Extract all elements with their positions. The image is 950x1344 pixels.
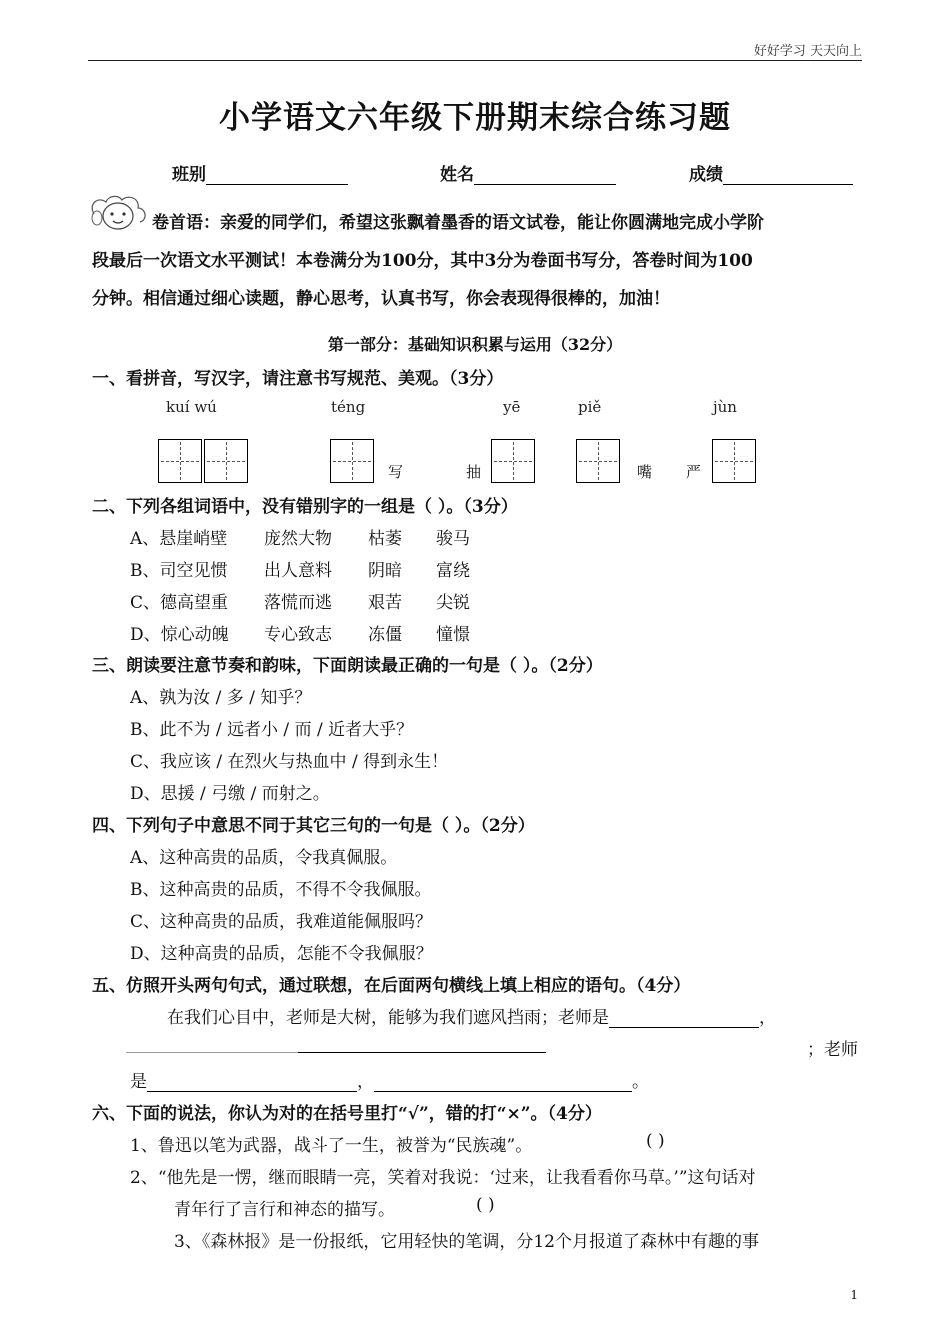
writing-box-1[interactable] [158, 439, 202, 483]
q3-option-d[interactable]: D、思援 / 弓缴 / 而射之。 [130, 784, 330, 804]
q2-option-c[interactable]: C、德高望重 落慌而逃 艰苦 尖锐 [130, 593, 470, 613]
intro-line-2: 段最后一次语文水平测试！本卷满分为100分，其中3分为卷面书写分，答卷时间为100 [92, 251, 753, 271]
q4-option-d[interactable]: D、这种高贵的品质，怎能不令我佩服？ [130, 944, 433, 964]
char-zui: 嘴 [637, 463, 653, 481]
q2-option-d[interactable]: D、惊心动魄 专心致志 冻僵 憧憬 [130, 625, 470, 645]
q3-option-c[interactable]: C、我应该 / 在烈火与热血中 / 得到永生！ [130, 752, 449, 772]
q3-option-b[interactable]: B、此不为 / 远者小 / 而 / 近者大乎？ [130, 720, 414, 740]
writing-box-4[interactable] [491, 439, 535, 483]
part-one-heading: 第一部分：基础知识积累与运用（32分） [327, 335, 623, 354]
pinyin-ye: yē [503, 398, 521, 416]
char-xie: 写 [388, 463, 404, 481]
q6-item-1-answer[interactable]: ( ) [646, 1131, 665, 1151]
q5-line-2-tail: ；老师 [807, 1040, 858, 1060]
question-6-title: 六、下面的说法，你认为对的在括号里打“√”，错的打“×”。（4分） [92, 1104, 602, 1124]
q6-item-2-cont: 青年行了言行和神态的描写。 [174, 1200, 395, 1220]
name-blank[interactable] [474, 166, 616, 185]
cartoon-girl-icon [88, 194, 150, 234]
name-label: 姓名 [440, 165, 474, 185]
intro-line-3: 分钟。相信通过细心读题，静心思考，认真书写，你会表现得很棒的，加油！ [92, 289, 670, 309]
q3-option-a[interactable]: A、孰为汝 / 多 / 知乎？ [130, 688, 312, 708]
name-field[interactable] [440, 160, 616, 185]
question-2-title: 二、下列各组词语中，没有错别字的一组是（ ）。（3分） [92, 497, 518, 517]
q5-blank-1[interactable] [609, 1009, 759, 1028]
q5-blank-2b[interactable] [298, 1052, 546, 1053]
class-field[interactable] [172, 160, 348, 185]
q5-line-3: 是 ， 。 [130, 1072, 649, 1092]
char-yan: 严 [686, 463, 702, 481]
pinyin-kuiwu: kuí wú [166, 398, 217, 416]
pinyin-pie: piě [578, 398, 602, 416]
pinyin-jun: jùn [713, 398, 737, 416]
question-1-title: 一、看拼音，写汉字，请注意书写规范、美观。（3分） [92, 369, 504, 389]
writing-box-2[interactable] [204, 439, 248, 483]
score-field[interactable] [689, 160, 853, 185]
q5-blank-3[interactable] [147, 1073, 357, 1092]
class-blank[interactable] [206, 166, 348, 185]
page-number: 1 [850, 1288, 858, 1302]
intro-line-1: 卷首语：亲爱的同学们，希望这张飘着墨香的语文试卷，能让你圆满地完成小学阶 [152, 213, 764, 233]
writing-box-6[interactable] [712, 439, 756, 483]
question-5-title: 五、仿照开头两句句式，通过联想，在后面两句横线上填上相应的语句。（4分） [92, 976, 691, 996]
char-chou: 抽 [466, 463, 482, 481]
q2-option-a[interactable]: A、悬崖峭壁 庞然大物 枯萎 骏马 [130, 529, 470, 549]
q5-line-1: 在我们心目中，老师是大树，能够为我们遮风挡雨；老师是 ， [167, 1008, 776, 1028]
header-motto: 好好学习 天天向上 [753, 44, 862, 59]
header-divider [88, 60, 862, 61]
question-3-title: 三、朗读要注意节奏和韵味，下面朗读最正确的一句是（ ）。（2分） [92, 656, 603, 676]
q6-item-2: 2、“他先是一愣，继而眼睛一亮，笑着对我说：‘过来，让我看看你马草。’”这句话对 [130, 1168, 756, 1188]
score-blank[interactable] [723, 166, 853, 185]
q6-item-2-answer[interactable]: ( ) [476, 1195, 495, 1215]
writing-box-3[interactable] [330, 439, 374, 483]
q4-option-a[interactable]: A、这种高贵的品质，令我真佩服。 [130, 848, 398, 868]
page-title: 小学语文六年级下册期末综合练习题 [219, 100, 731, 136]
writing-box-5[interactable] [576, 439, 620, 483]
question-4-title: 四、下列句子中意思不同于其它三句的一句是（ ）。（2分） [92, 816, 535, 836]
score-label: 成绩 [689, 165, 723, 185]
q5-blank-2a[interactable] [126, 1052, 298, 1053]
q4-option-c[interactable]: C、这种高贵的品质，我难道能佩服吗？ [130, 912, 433, 932]
pinyin-teng: téng [331, 398, 366, 416]
class-label: 班别 [172, 165, 206, 185]
q4-option-b[interactable]: B、这种高贵的品质，不得不令我佩服。 [130, 880, 432, 900]
q5-blank-4[interactable] [374, 1073, 632, 1092]
q6-item-1: 1、鲁迅以笔为武器，战斗了一生，被誉为“民族魂”。 [130, 1136, 533, 1156]
q6-item-3: 3、《森林报》是一份报纸，它用轻快的笔调，分12个月报道了森林中有趣的事 [174, 1232, 759, 1252]
q2-option-b[interactable]: B、司空见惯 出人意料 阴暗 富绕 [130, 561, 470, 581]
